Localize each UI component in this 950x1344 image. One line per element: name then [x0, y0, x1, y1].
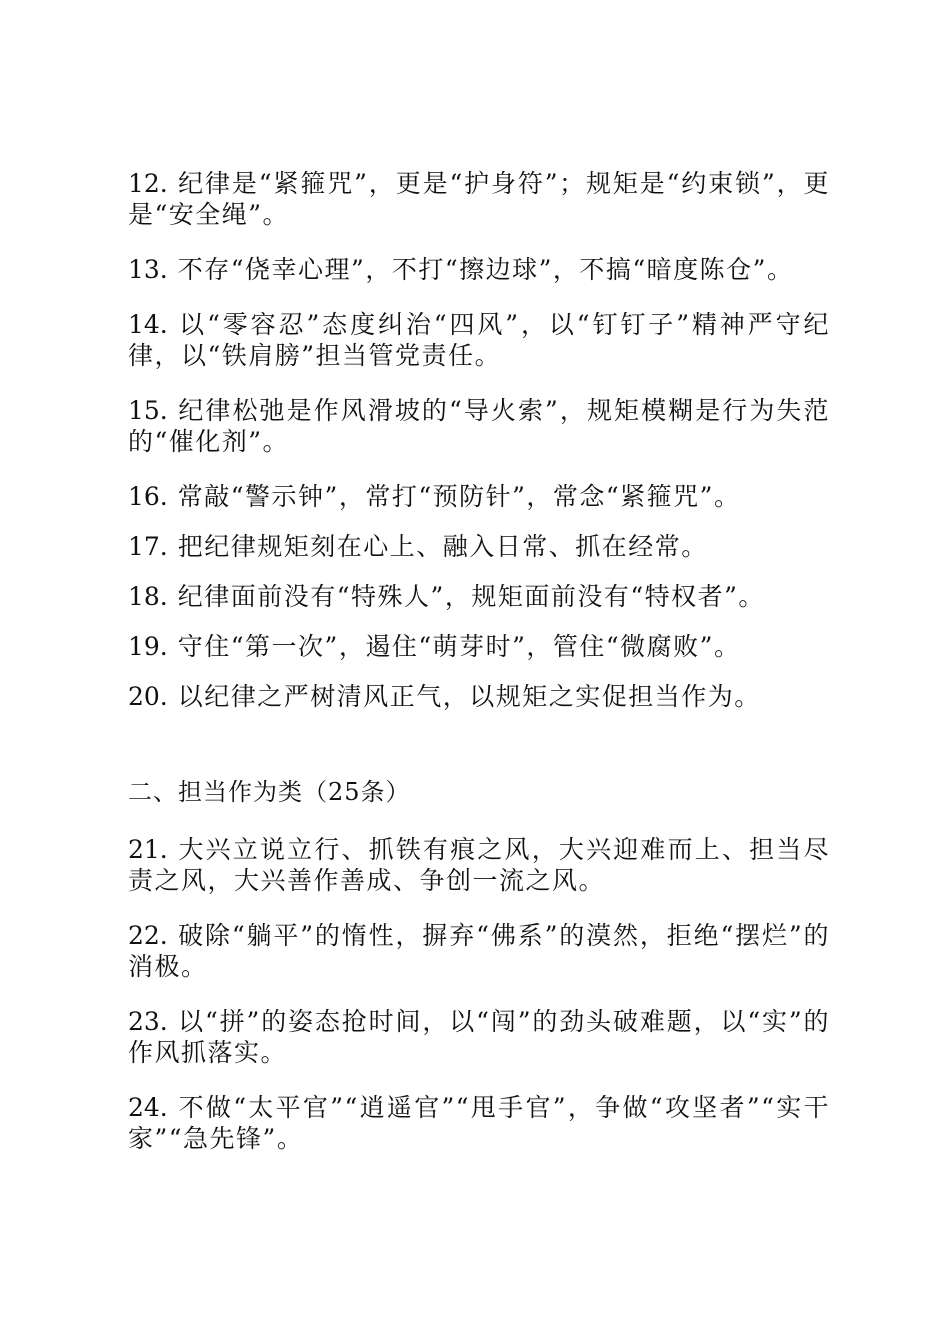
item-text: 以“拼”的姿态抢时间，以“闯”的劲头破难题，以“实”的作风抓落实。 [128, 1007, 830, 1067]
item-number: 20. [128, 682, 168, 711]
item-text: 守住“第一次”，遏住“萌芽时”，管住“微腐败”。 [177, 632, 741, 661]
item-text: 以纪律之严树清风正气，以规矩之实促担当作为。 [177, 682, 761, 711]
item-text: 把纪律规矩刻在心上、融入日常、抓在经常。 [177, 532, 708, 561]
list-item-23 [128, 1006, 830, 1068]
list-item-24 [128, 1092, 830, 1154]
item-number: 12. [128, 169, 168, 198]
item-text: 不做“太平官”“逍遥官”“甩手官”，争做“攻坚者”“实干家”“急先锋”。 [128, 1093, 830, 1153]
list-item-17 [128, 531, 830, 562]
item-text: 破除“躺平”的惰性，摒弃“佛系”的漠然，拒绝“摆烂”的消极。 [128, 921, 830, 981]
item-text: 大兴立说立行、抓铁有痕之风，大兴迎难而上、担当尽责之风，大兴善作善成、争创一流之风。 [128, 835, 830, 895]
list-item-16 [128, 481, 830, 512]
list-item-14 [128, 309, 830, 371]
item-number: 22. [128, 921, 168, 950]
item-text: 以“零容忍”态度纠治“四风”，以“钉钉子”精神严守纪律，以“铁肩膀”担当管党责任。 [128, 310, 830, 370]
list-item-15 [128, 395, 830, 457]
list-item-18 [128, 581, 830, 612]
item-number: 23. [128, 1007, 168, 1036]
item-text: 纪律面前没有“特殊人”，规矩面前没有“特权者”。 [177, 582, 765, 611]
item-number: 13. [128, 255, 168, 284]
list-item-13 [128, 254, 830, 285]
list-item-20 [128, 681, 830, 712]
list-item-12 [128, 168, 830, 230]
item-text: 纪律是“紧箍咒”，更是“护身符”；规矩是“约束锁”，更是“安全绳”。 [128, 169, 830, 229]
document-page [128, 168, 830, 1178]
item-text: 不存“侥幸心理”，不打“擦边球”，不搞“暗度陈仓”。 [177, 255, 794, 284]
item-number: 17. [128, 532, 168, 561]
section-spacer [128, 731, 830, 777]
list-item-19 [128, 631, 830, 662]
item-number: 16. [128, 482, 168, 511]
list-item-21 [128, 834, 830, 896]
item-number: 18. [128, 582, 168, 611]
section-heading: 二、担当作为类（25条） [128, 778, 411, 806]
item-text: 纪律松弛是作风滑坡的“导火索”，规矩模糊是行为失范的“催化剂”。 [128, 396, 830, 456]
item-number: 21. [128, 835, 168, 864]
list-item-22 [128, 920, 830, 982]
item-number: 14. [128, 310, 168, 339]
item-number: 19. [128, 632, 168, 661]
item-text: 常敲“警示钟”，常打“预防针”，常念“紧箍咒”。 [177, 482, 741, 511]
item-number: 15. [128, 396, 168, 425]
item-number: 24. [128, 1093, 168, 1122]
